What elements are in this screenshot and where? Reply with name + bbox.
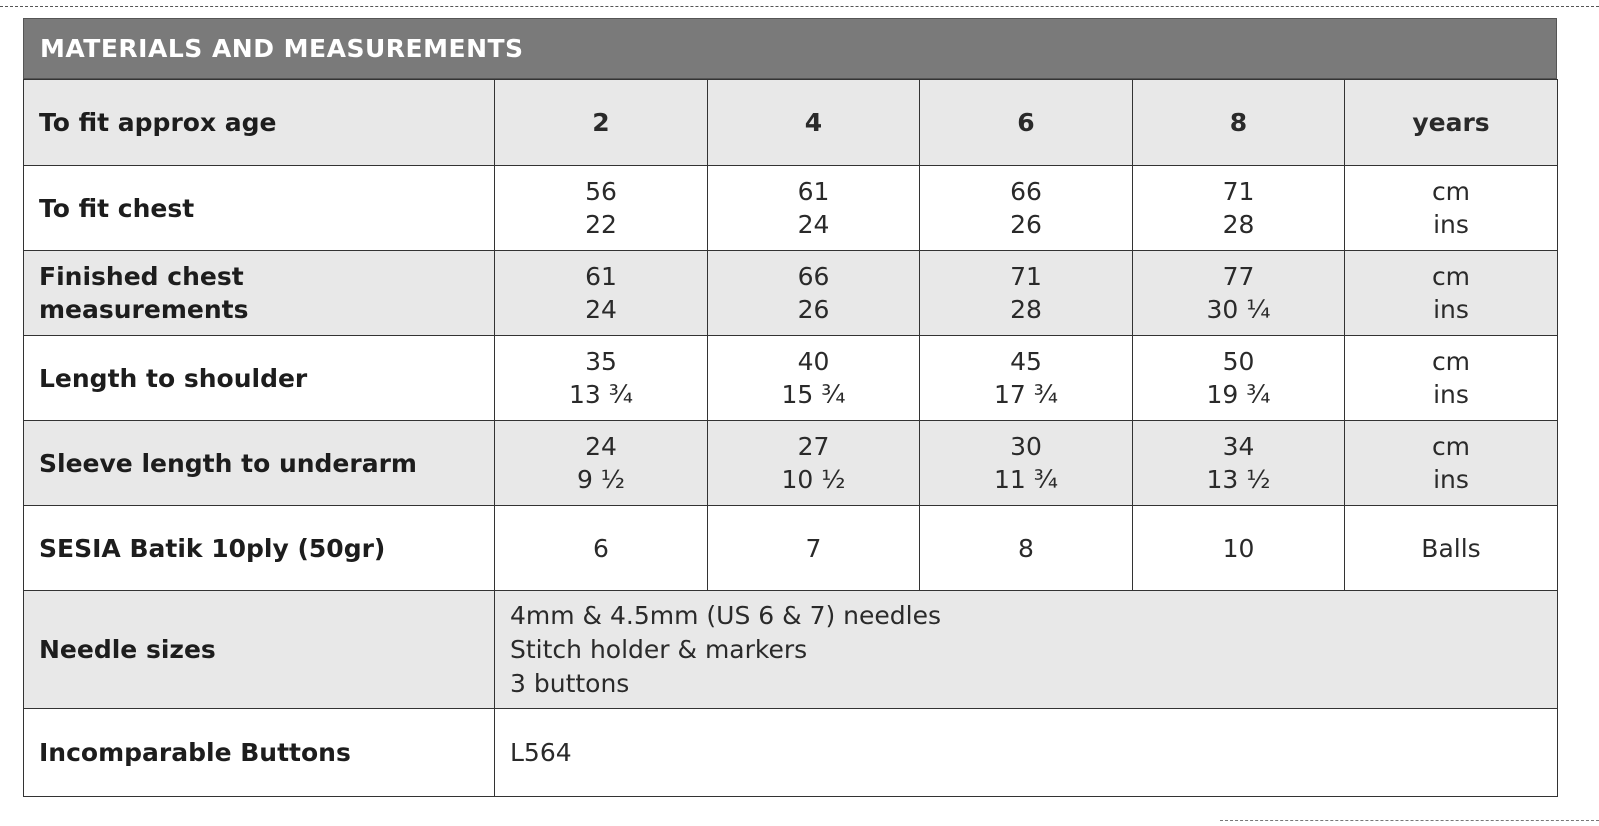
cm-value: 45 (1010, 347, 1042, 376)
unit-ins: ins (1433, 295, 1469, 324)
chest-size-cell (495, 166, 708, 251)
unit-cm: cm (1431, 177, 1471, 206)
unit-ins: ins (1433, 380, 1469, 409)
length-size-cell (708, 336, 920, 421)
ins-value: 10 ½ (781, 465, 846, 494)
yarn-balls-value: 8 (920, 506, 1133, 591)
cm-value: 34 (1222, 432, 1255, 461)
measurements-table (23, 79, 1558, 797)
top-cut-line (0, 6, 1599, 7)
materials-measurements-panel (23, 18, 1557, 797)
sleeve-size-cell (1133, 421, 1345, 506)
sleeve-size-cell (495, 421, 708, 506)
cm-value: 71 (1222, 177, 1255, 206)
needle-details (495, 591, 1558, 709)
cm-value: 61 (585, 262, 617, 291)
cm-value: 30 (1010, 432, 1042, 461)
needle-line: 3 buttons (510, 668, 630, 698)
needle-line: Stitch holder & markers (510, 634, 808, 664)
ins-value: 24 (585, 295, 617, 324)
sleeve-size-cell (708, 421, 920, 506)
chest-size-cell (1133, 166, 1345, 251)
row-chest (24, 166, 1558, 251)
ins-value: 13 ¾ (569, 380, 633, 409)
chest-size-cell (920, 166, 1133, 251)
unit-cell (1345, 251, 1558, 336)
age-unit: years (1345, 80, 1558, 166)
cm-value: 61 (797, 177, 830, 206)
needle-line: 4mm & 4.5mm (US 6 & 7) needles (510, 600, 942, 630)
cm-value: 27 (797, 432, 830, 461)
ins-value: 19 ¾ (1206, 380, 1271, 409)
finished-size-cell (1133, 251, 1345, 336)
label-line: Finished chest (39, 262, 244, 291)
section-title: MATERIALS AND MEASUREMENTS (23, 18, 1557, 79)
row-label: To fit chest (24, 166, 495, 251)
bottom-cut-line (1220, 820, 1599, 821)
ins-value: 17 ¾ (994, 380, 1058, 409)
row-label: SESIA Batik 10ply (50gr) (24, 506, 495, 591)
ins-value: 9 ½ (576, 465, 626, 494)
cm-value: 40 (797, 347, 830, 376)
finished-size-cell (708, 251, 920, 336)
row-label: To fit approx age (24, 80, 495, 166)
cm-value: 50 (1222, 347, 1255, 376)
cm-value: 35 (585, 347, 617, 376)
row-buttons (24, 709, 1558, 797)
row-label: Length to shoulder (24, 336, 495, 421)
unit-cm: cm (1431, 347, 1471, 376)
unit-cell (1345, 336, 1558, 421)
row-yarn (24, 506, 1558, 591)
cm-value: 56 (585, 177, 617, 206)
row-label: Sleeve length to underarm (24, 421, 495, 506)
ins-value: 22 (585, 210, 617, 239)
ins-value: 11 ¾ (994, 465, 1058, 494)
finished-size-cell (920, 251, 1133, 336)
chest-size-cell (708, 166, 920, 251)
ins-value: 28 (1222, 210, 1255, 239)
unit-ins: ins (1433, 465, 1469, 494)
ins-value: 26 (797, 295, 830, 324)
finished-size-cell (495, 251, 708, 336)
age-value: 8 (1133, 80, 1345, 166)
ins-value: 26 (1010, 210, 1042, 239)
ins-value: 15 ¾ (781, 380, 846, 409)
row-sleeve-length (24, 421, 1558, 506)
age-value: 4 (708, 80, 920, 166)
length-size-cell (920, 336, 1133, 421)
yarn-balls-value: 10 (1133, 506, 1345, 591)
ins-value: 13 ½ (1206, 465, 1271, 494)
length-size-cell (1133, 336, 1345, 421)
sleeve-size-cell (920, 421, 1133, 506)
unit-cm: cm (1431, 432, 1471, 461)
cm-value: 66 (797, 262, 830, 291)
cm-value: 24 (585, 432, 617, 461)
yarn-unit: Balls (1345, 506, 1558, 591)
cm-value: 77 (1222, 262, 1255, 291)
cm-value: 71 (1010, 262, 1042, 291)
unit-cell (1345, 421, 1558, 506)
yarn-balls-value: 6 (495, 506, 708, 591)
length-size-cell (495, 336, 708, 421)
ins-value: 28 (1010, 295, 1042, 324)
row-needle-sizes (24, 591, 1558, 709)
unit-ins: ins (1433, 210, 1469, 239)
ins-value: 24 (797, 210, 830, 239)
ins-value: 30 ¼ (1206, 295, 1271, 324)
age-value: 6 (920, 80, 1133, 166)
unit-cm: cm (1431, 262, 1471, 291)
label-line: measurements (39, 295, 249, 324)
row-label (24, 251, 495, 336)
cm-value: 66 (1010, 177, 1042, 206)
row-length-shoulder (24, 336, 1558, 421)
unit-cell (1345, 166, 1558, 251)
row-finished-chest (24, 251, 1558, 336)
row-age (24, 80, 1558, 166)
row-label: Needle sizes (24, 591, 495, 709)
age-value: 2 (495, 80, 708, 166)
yarn-balls-value: 7 (708, 506, 920, 591)
row-label: Incomparable Buttons (24, 709, 495, 797)
buttons-code: L564 (495, 709, 1558, 797)
